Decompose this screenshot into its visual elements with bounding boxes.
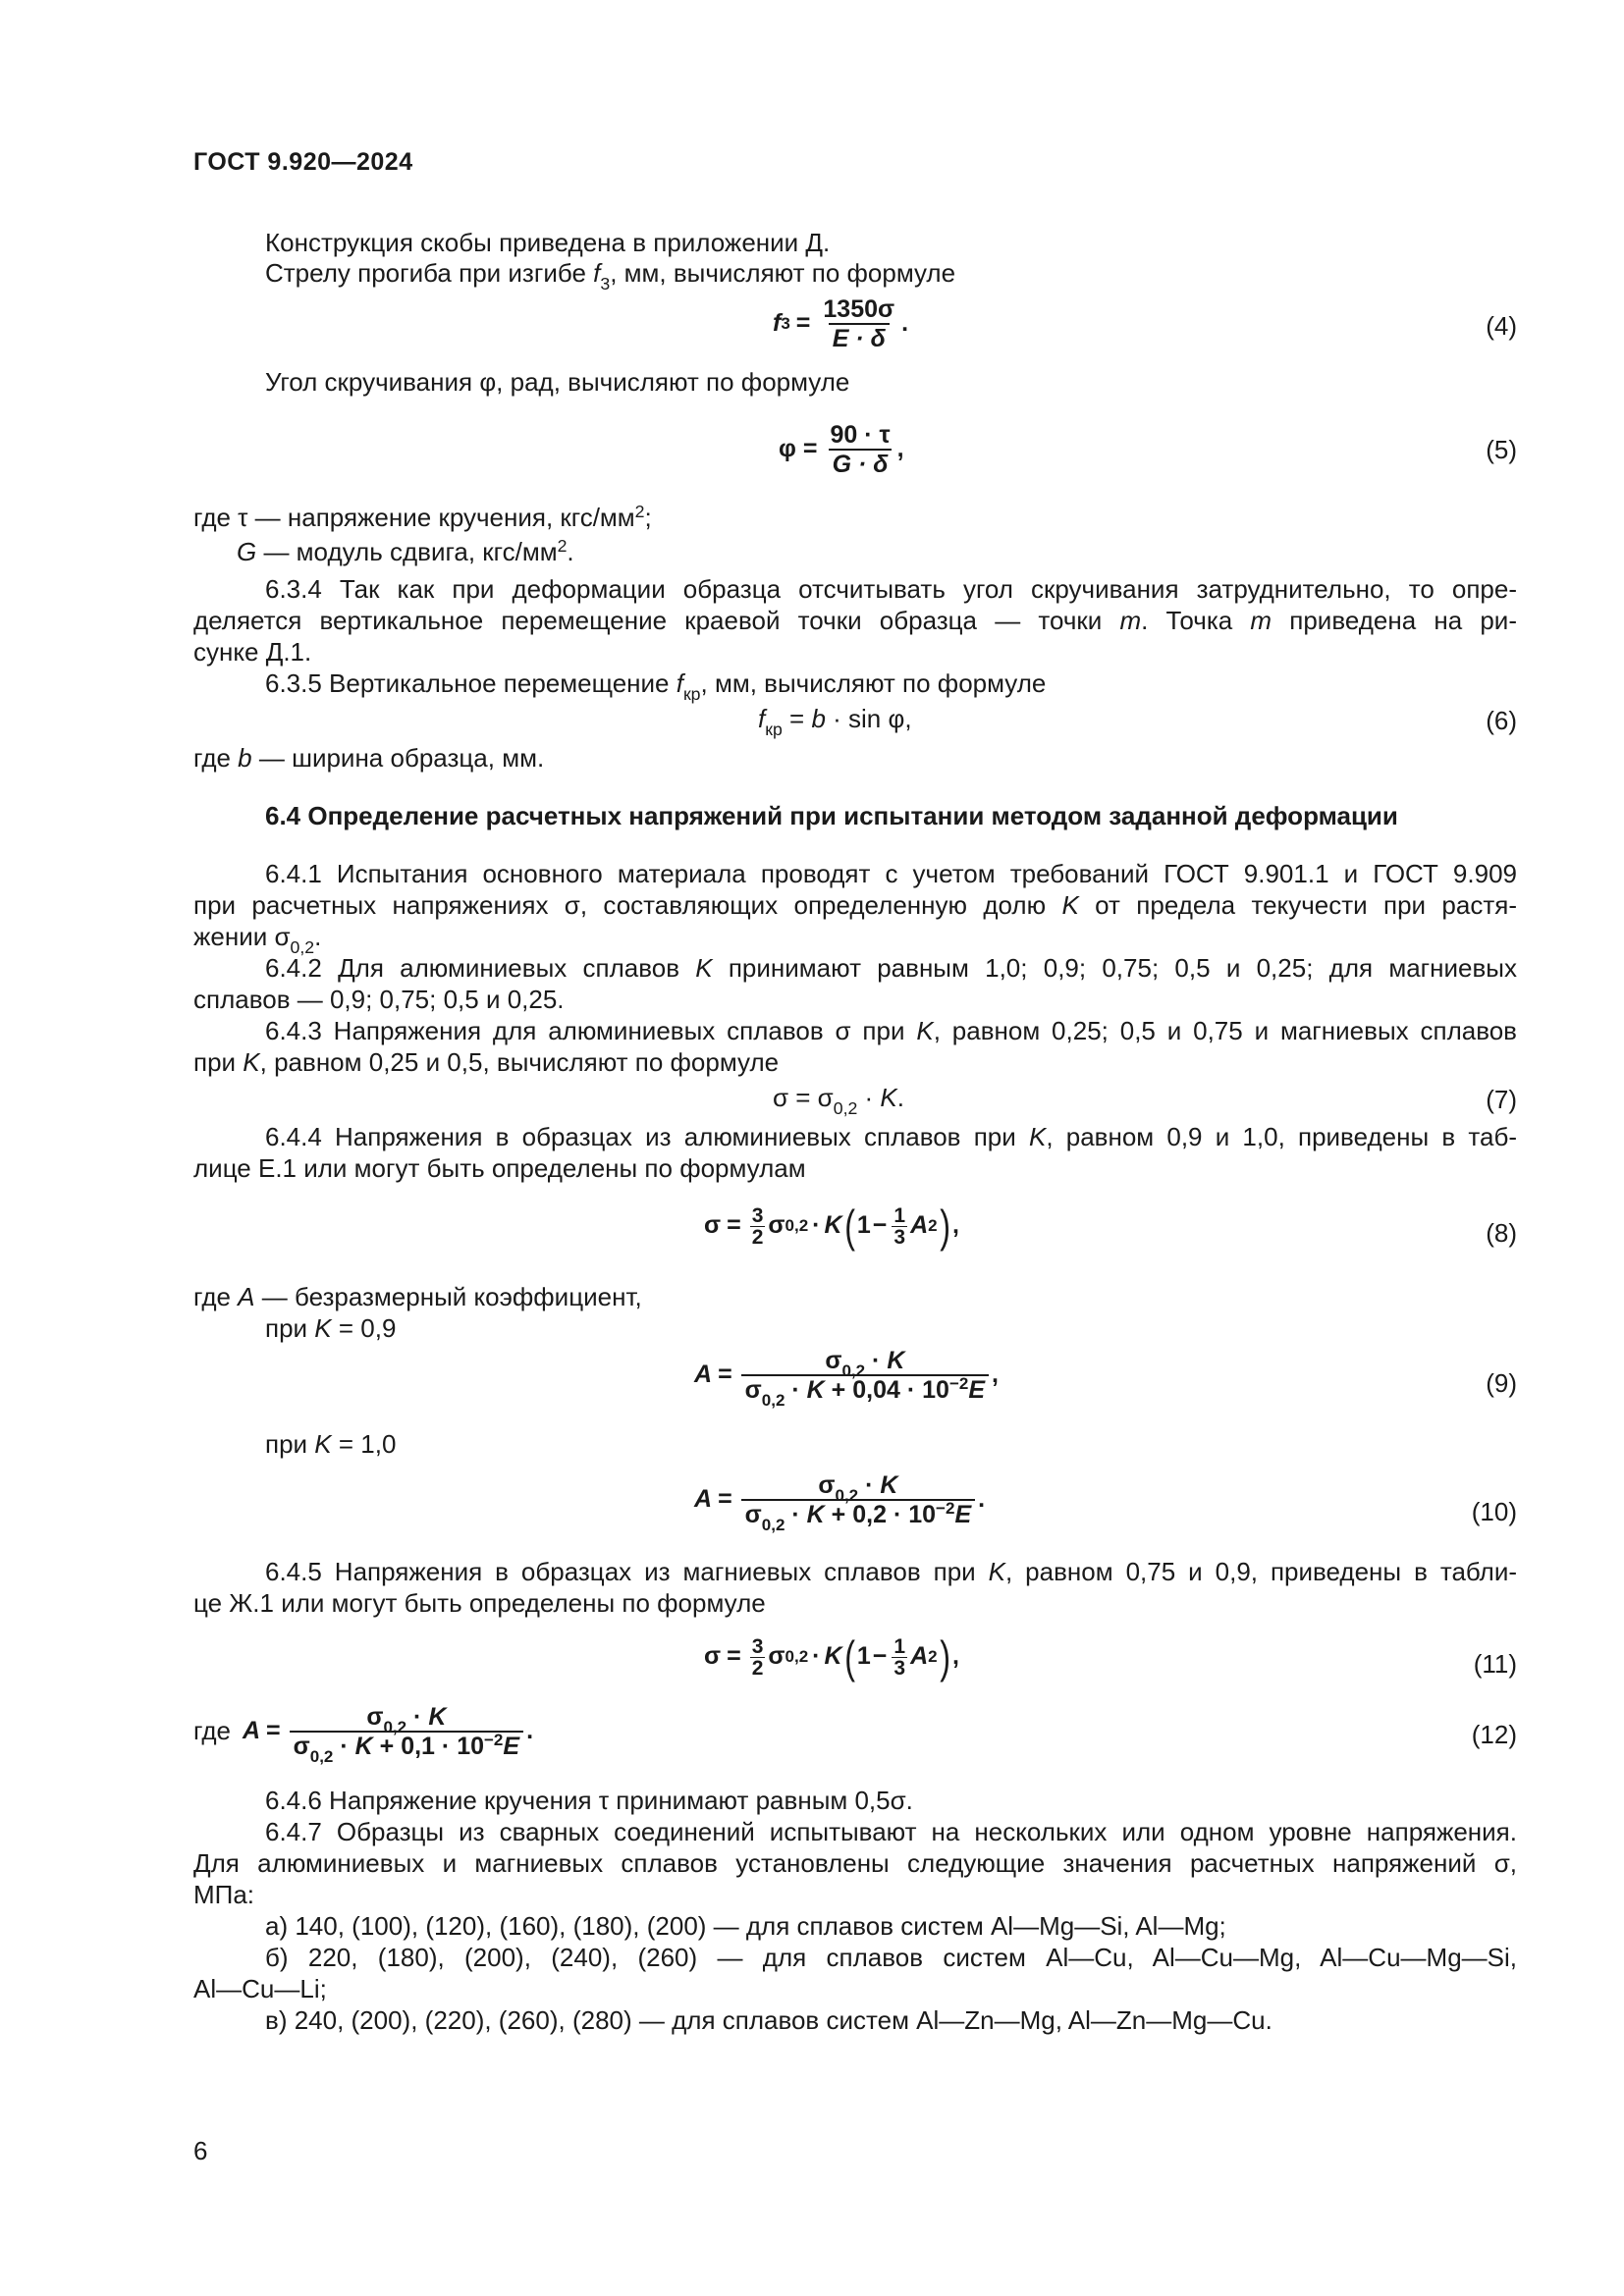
- paragraph-6-4-3: при K, равном 0,25 и 0,5, вычисляют по формуле: [193, 1047, 780, 1077]
- paragraph-6-4-1: жении $\sigma_{0,2}$.: [193, 922, 322, 957]
- paragraph: Конструкция скобы приведена в приложении Д.: [265, 228, 831, 257]
- paragraph-6-4-2: сплавов — 0,9; 0,75; 0,5 и 0,25.: [193, 985, 565, 1014]
- equation-number: (12): [1471, 1720, 1517, 1749]
- equation-number: (8): [1486, 1218, 1517, 1248]
- page-number: 6: [193, 2136, 208, 2165]
- formula-10: A = $\frac{\sigma_{0,2} \cdot K}{\sigma_{0,2} \cdot K + 0,2 \cdot 10^{-2}E}$ .: [694, 1471, 986, 1534]
- condition-label: при K = 0,9: [265, 1313, 397, 1343]
- formula-12: где A = $\frac{\sigma_{0,2} \cdot K}{\sigma_{0,2} \cdot K + 0,1 \cdot 10^{-2}E}$ .: [193, 1703, 534, 1766]
- paragraph-6-4-3: 6.4.3 Напряжения для алюминиевых сплавов σ при K, равном 0,25; 0,5 и 0,75 и магниевых сплавов: [265, 1016, 1517, 1045]
- formula-6: $f_{кр} = b \cdot \sin \varphi$,: [758, 704, 912, 739]
- where-clause: где b — ширина образца, мм.: [193, 743, 545, 773]
- paragraph-6-4-4: лице Е.1 или могут быть определены по формулам: [193, 1153, 806, 1183]
- formula-5: φ = $\frac{90 \cdot \tau}{G \cdot \delta}$ ,: [779, 421, 904, 478]
- formula-8: σ = $\frac{3}{2}$ σ 0,2 · K ( 1 − $\frac{1}{3}$ A 2 ) ,: [704, 1201, 959, 1252]
- formula-9: A = $\frac{\sigma_{0,2} \cdot K}{\sigma_{0,2} \cdot K + 0,04 \cdot 10^{-2}E}$ ,: [694, 1347, 999, 1410]
- document-header: ГОСТ 9.920—2024: [193, 148, 413, 176]
- list-item: а) 140, (100), (120), (160), (180), (200) — для сплавов систем Al—Mg—Si, Al—Mg;: [265, 1911, 1226, 1941]
- paragraph-6-4-5: це Ж.1 или могут быть определены по формуле: [193, 1588, 766, 1618]
- paragraph: Угол скручивания φ, рад, вычисляют по формуле: [265, 367, 850, 397]
- paragraph-6-4-6: 6.4.6 Напряжение кручения τ принимают равным 0,5σ.: [265, 1786, 913, 1815]
- equation-number: (7): [1486, 1085, 1517, 1114]
- formula-11: σ = $\frac{3}{2}$ σ 0,2 · K ( 1 − $\frac{1}{3}$ A 2 ) ,: [704, 1631, 959, 1682]
- paragraph-6-4-1: при расчетных напряжениях σ, составляющих определенную долю K от предела текучести при растя-: [193, 890, 1517, 920]
- list-item: в) 240, (200), (220), (260), (280) — для сплавов систем Al—Zn—Mg, Al—Zn—Mg—Cu.: [265, 2005, 1272, 2035]
- formula-4: f 3 = $\frac{1350\sigma}{E \cdot \delta}$ .: [773, 295, 909, 352]
- section-heading-6-4: 6.4 Определение расчетных напряжений при испытании методом заданной деформации: [265, 801, 1398, 830]
- paragraph: Стрелу прогиба при изгибе $f_3$, мм, вычисляют по формуле: [265, 258, 956, 294]
- where-clause: G — модуль сдвига, кгс/$мм^2$.: [237, 536, 574, 566]
- condition-label: при K = 1,0: [265, 1429, 397, 1459]
- paragraph-6-3-5: 6.3.5 Вертикальное перемещение $f_{кр}$, мм, вычисляют по формуле: [265, 668, 1047, 704]
- equation-number: (5): [1486, 435, 1517, 464]
- paragraph-6-4-7: Для алюминиевых и магниевых сплавов установлены следующие значения расчетных напряжений σ,: [193, 1848, 1517, 1878]
- paragraph-6-4-7: 6.4.7 Образцы из сварных соединений испытывают на нескольких или одном уровне напряжения.: [265, 1817, 1517, 1846]
- paragraph-6-4-2: 6.4.2 Для алюминиевых сплавов K принимают равным 1,0; 0,9; 0,75; 0,5 и 0,25; для магниевых: [265, 953, 1517, 983]
- paragraph-6-3-4: 6.3.4 Так как при деформации образца отсчитывать угол скручивания затруднительно, то опре-: [265, 574, 1517, 604]
- list-item: Al—Cu—Li;: [193, 1974, 327, 2003]
- equation-number: (9): [1486, 1368, 1517, 1398]
- paragraph-6-3-4: деляется вертикальное перемещение краевой точки образца — точки m. Точка m приведена на ри-: [193, 606, 1517, 635]
- equation-number: (10): [1471, 1497, 1517, 1526]
- equation-number: (11): [1473, 1649, 1517, 1679]
- document-page: [193, 0, 1517, 2296]
- paragraph-6-4-7: МПа:: [193, 1880, 255, 1909]
- where-clause: где τ — напряжение кручения, кгс/$мм^2$;: [193, 502, 652, 532]
- equation-number: (4): [1486, 311, 1517, 341]
- paragraph-6-3-4: сунке Д.1.: [193, 637, 312, 667]
- where-clause: где A — безразмерный коэффициент,: [193, 1282, 642, 1311]
- paragraph-6-4-4: 6.4.4 Напряжения в образцах из алюминиевых сплавов при K, равном 0,9 и 1,0, приведены в таб-: [265, 1122, 1517, 1151]
- equation-number: (6): [1486, 706, 1517, 735]
- paragraph-6-4-5: 6.4.5 Напряжения в образцах из магниевых сплавов при K, равном 0,75 и 0,9, приведены в табли-: [265, 1557, 1517, 1586]
- list-item: б) 220, (180), (200), (240), (260) — для сплавов систем Al—Cu, Al—Cu—Mg, Al—Cu—Mg—Si,: [265, 1943, 1517, 1972]
- formula-7: $\sigma = \sigma_{0,2} \cdot K$.: [773, 1083, 904, 1118]
- paragraph-6-4-1: 6.4.1 Испытания основного материала проводят с учетом требований ГОСТ 9.901.1 и ГОСТ 9.909: [265, 859, 1517, 888]
